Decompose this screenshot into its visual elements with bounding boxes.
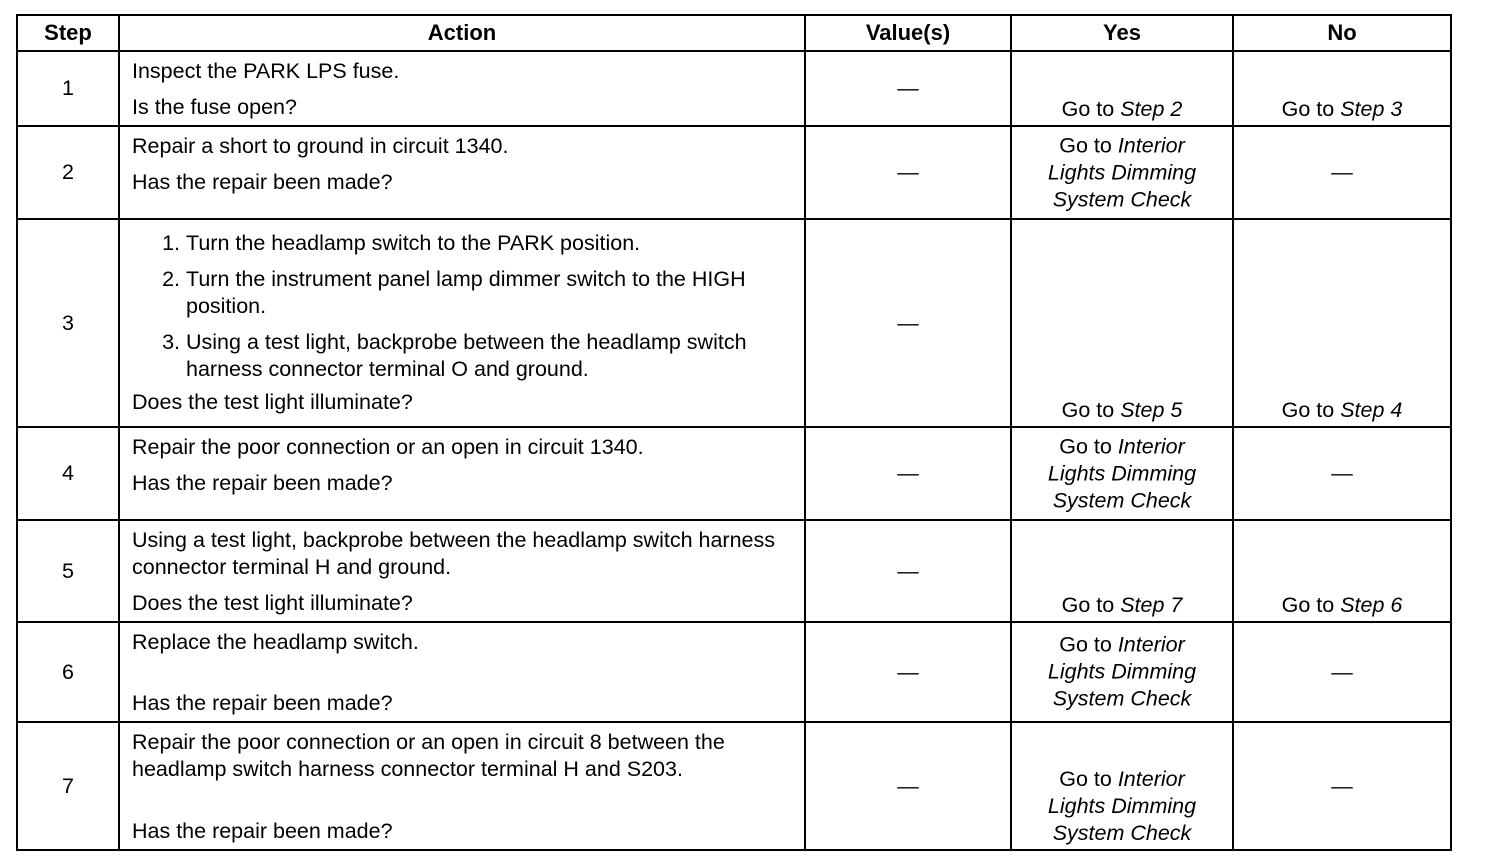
action-cell [119, 427, 805, 520]
yes-prefix: Go to [1059, 133, 1112, 157]
table-row [17, 219, 1451, 427]
no-cell [1233, 51, 1451, 126]
list-item: 1. Turn the headlamp switch to the PARK position. [186, 230, 794, 257]
no-cell: — [1233, 126, 1451, 219]
yes-target-line: Interior [1117, 434, 1185, 458]
yes-prefix: Go to [1059, 434, 1112, 458]
yes-target-line: Interior [1117, 632, 1185, 657]
step-number: 1 [17, 51, 119, 126]
action-text: Repair the poor connection or an open in circuit 8 between the headlamp switch harness connector terminal H and S203. [132, 730, 731, 781]
diagnostic-table [16, 14, 1452, 851]
yes-target-line: System Check [1052, 821, 1192, 845]
yes-target-line: System Check [1052, 686, 1192, 711]
no-cell [1233, 219, 1451, 427]
value-cell: — [805, 622, 1011, 722]
table-row [17, 126, 1451, 219]
action-cell [119, 722, 805, 850]
value-cell: — [805, 51, 1011, 126]
list-item: 3. Using a test light, backprobe between the headlamp switch harness connector terminal O and ground. [186, 329, 794, 383]
header-yes: Yes [1011, 15, 1233, 51]
no-prefix: Go to [1281, 97, 1335, 121]
table-row [17, 427, 1451, 520]
yes-prefix: Go to [1059, 767, 1112, 791]
step-number: 7 [17, 722, 119, 850]
yes-target-line: Lights Dimming [1047, 160, 1197, 184]
action-question: Has the repair been made? [132, 471, 393, 495]
table-row [17, 520, 1451, 622]
no-target: Step 4 [1340, 398, 1403, 422]
step-number: 3 [17, 219, 119, 427]
value-cell: — [805, 126, 1011, 219]
action-question: Does the test light illuminate? [132, 591, 413, 615]
value-cell: — [805, 520, 1011, 622]
step-number: 6 [17, 622, 119, 722]
action-cell [119, 219, 805, 427]
no-cell: — [1233, 722, 1451, 850]
yes-target-line: Lights Dimming [1047, 461, 1197, 485]
action-text: Inspect the PARK LPS fuse. [132, 59, 400, 83]
table-row [17, 722, 1451, 850]
action-text: Using a test light, backprobe between the headlamp switch harness connector terminal H and ground. [132, 528, 781, 579]
yes-cell [1011, 126, 1233, 219]
value-cell: — [805, 722, 1011, 850]
yes-prefix: Go to [1059, 632, 1112, 657]
value-cell: — [805, 219, 1011, 427]
action-question: Has the repair been made? [132, 691, 393, 715]
table-row [17, 622, 1451, 722]
yes-cell [1011, 622, 1233, 722]
header-row [17, 15, 1451, 51]
yes-target-line: Interior [1117, 133, 1185, 157]
no-prefix: Go to [1281, 593, 1335, 617]
action-question: Is the fuse open? [132, 95, 297, 119]
no-cell: — [1233, 427, 1451, 520]
action-question: Has the repair been made? [132, 819, 393, 843]
yes-target: Step 5 [1120, 398, 1183, 422]
yes-target: Step 2 [1120, 97, 1183, 121]
action-question: Has the repair been made? [132, 170, 393, 194]
yes-cell [1011, 722, 1233, 850]
action-cell [119, 126, 805, 219]
table-row [17, 51, 1451, 126]
step-number: 4 [17, 427, 119, 520]
yes-target-line: Interior [1117, 767, 1185, 791]
no-target: Step 6 [1340, 593, 1403, 617]
yes-target-line: System Check [1052, 488, 1192, 512]
yes-target-line: Lights Dimming [1047, 659, 1197, 684]
no-prefix: Go to [1281, 398, 1335, 422]
yes-target-line: Lights Dimming [1047, 794, 1197, 818]
header-values: Value(s) [805, 15, 1011, 51]
action-cell [119, 51, 805, 126]
list-item: 2. Turn the instrument panel lamp dimmer switch to the HIGH position. [186, 266, 794, 320]
yes-cell [1011, 427, 1233, 520]
action-text: Repair a short to ground in circuit 1340. [132, 134, 509, 158]
action-cell [119, 520, 805, 622]
header-no: No [1233, 15, 1451, 51]
yes-target-line: System Check [1052, 187, 1192, 211]
no-cell: — [1233, 622, 1451, 722]
yes-prefix: Go to [1061, 398, 1115, 422]
action-question: Does the test light illuminate? [132, 390, 413, 414]
yes-prefix: Go to [1061, 97, 1115, 121]
no-cell [1233, 520, 1451, 622]
step-number: 5 [17, 520, 119, 622]
step-number: 2 [17, 126, 119, 219]
action-cell [119, 622, 805, 722]
action-list [132, 230, 794, 383]
action-text: Repair the poor connection or an open in circuit 1340. [132, 435, 644, 459]
no-target: Step 3 [1340, 97, 1403, 121]
yes-prefix: Go to [1061, 593, 1115, 617]
yes-cell [1011, 219, 1233, 427]
action-text: Replace the headlamp switch. [132, 630, 419, 654]
value-cell: — [805, 427, 1011, 520]
yes-target: Step 7 [1120, 593, 1183, 617]
header-step: Step [17, 15, 119, 51]
yes-cell [1011, 51, 1233, 126]
header-action: Action [119, 15, 805, 51]
yes-cell [1011, 520, 1233, 622]
